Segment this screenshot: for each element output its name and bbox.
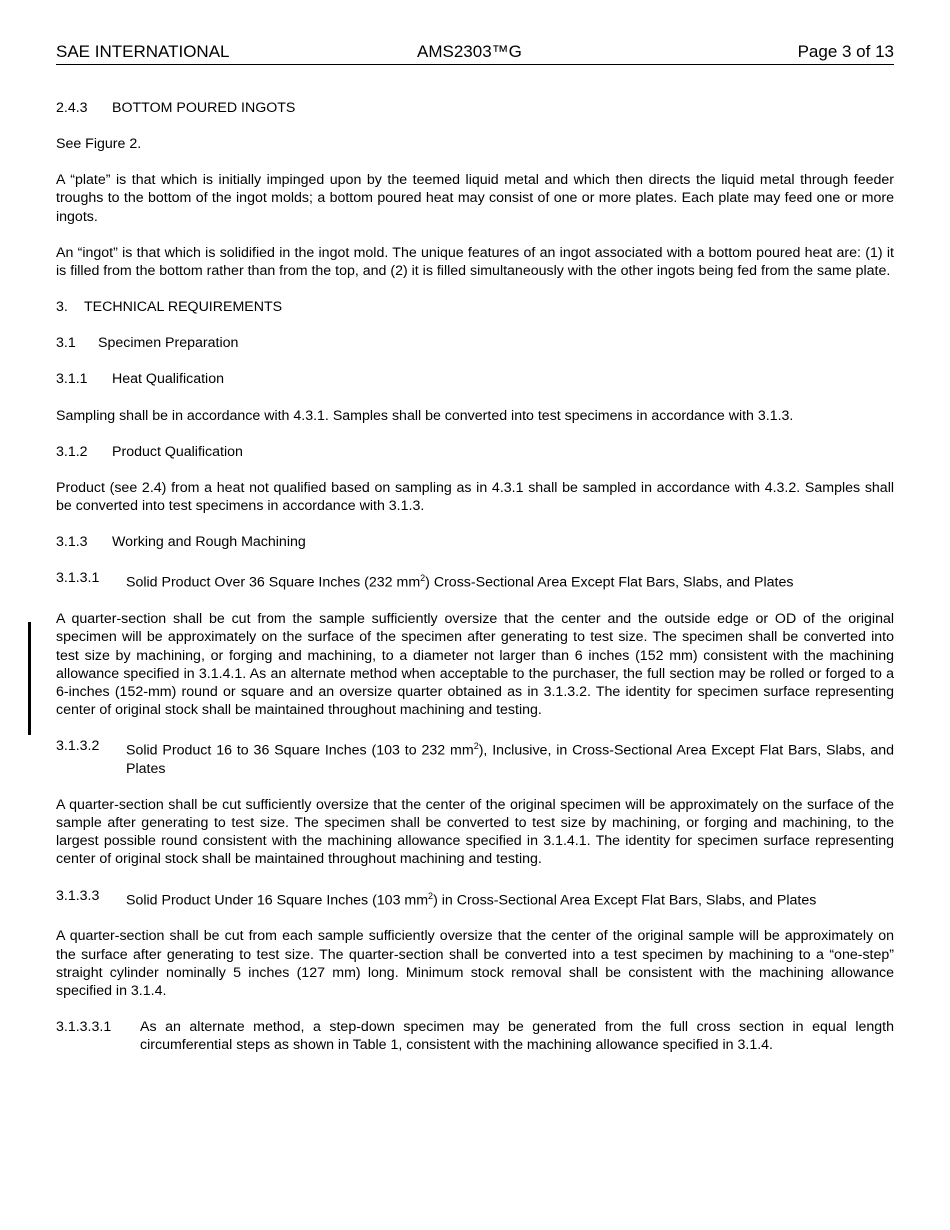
section-heading-2-4-3 [56,99,894,117]
header-org: SAE INTERNATIONAL [56,42,230,61]
paragraph: Sampling shall be in accordance with 4.3.1. Samples shall be converted into test specimens in accordance with 3.1.3. [56,407,794,424]
section-text: As an alternate method, a step-down specimen may be generated from the full cross section in equal length circumferential steps as shown in Table 1, consistent with the machining allowance specified in 3.1.4. [140,1018,894,1053]
section-title: BOTTOM POURED INGOTS [112,100,296,116]
section-number: 3.1.2 [56,443,88,460]
header-doc-id: AMS2303™G [417,42,522,61]
paragraph: A quarter-section shall be cut sufficiently oversize that the center of the original specimen will be approximately on the surface of the sample after generating to test size. The specimen shall be converted to test size by machining, or forging and machining, to the largest possible round consistent with the machining allowance specified in 3.1.4.1. The identity for specimen surface representing center of original stock shall be maintained throughout machining and testing. [56,797,894,868]
section-heading-3-1-3-3-1 [56,1018,894,1054]
section-number: 3.1.3.3.1 [56,1018,112,1035]
paragraph: See Figure 2. [56,136,142,153]
paragraph: An “ingot” is that which is solidified in the ingot mold. The unique features of an ingot associated with a bottom poured heat are: (1) it is filled from the bottom rather than from the top, and (2) it is filled simultaneously with the other ingots being fed from the same plate. [56,244,894,279]
section-heading-3-1 [56,334,894,352]
section-heading-3-1-2 [56,443,894,461]
paragraph: A “plate” is that which is initially impinged upon by the teemed liquid metal and which then directs the liquid metal through feeder troughs to the bottom of the ingot molds; a bottom poured heat may consist of one or more plates. Each plate may feed one or more ingots. [56,172,894,225]
revision-change-bar [28,622,31,735]
section-heading-3-1-3-3 [56,887,894,910]
section-number: 3.1.1 [56,371,88,388]
header-page-number: Page 3 of 13 [797,42,894,61]
section-heading-3-1-1 [56,370,894,388]
section-number: 3.1.3 [56,534,88,551]
section-title: Working and Rough Machining [112,534,306,551]
paragraph: A quarter-section shall be cut from each sample sufficiently oversize that the center of the original sample will be approximately on the surface after generating to test size. The quarter-section shall be converted into a test specimen by machining to a “one-step” straight cylinder nominally 5 inches (127 mm) long. Minimum stock removal shall be consistent with the machining allowance specified in 3.1.4. [56,928,894,999]
section-number: 2.4.3 [56,100,88,116]
section-title: Solid Product 16 to 36 Square Inches (103 to 232 $mm^2$), Inclusive, in Cross-Sectional Area Except Flat Bars, Slabs, and Plates [126,741,894,777]
paragraph: A quarter-section shall be cut from the sample sufficiently oversize that the center and the outside edge or OD of the original specimen will be approximately on the surface of the specimen after generating to test size. The specimen shall be converted into test size by machining, or forging and machining, to a diameter not larger than 6 inches (152 mm) consistent with the machining allowance specified in 3.1.4.1. As an alternate method when acceptable to the purchaser, the full section may be rolled or forged to a 6-inches (152-mm) round or square and an oversize quarter obtained as in 3.1.3.2. The identity for specimen surface representing center of original stock shall be maintained throughout machining and testing. [56,611,894,718]
section-number: 3.1 [56,335,76,352]
section-heading-3-1-3-2 [56,737,894,778]
paragraph: Product (see 2.4) from a heat not qualified based on sampling as in 4.3.1 shall be sampled in accordance with 4.3.2. Samples shall be converted into test specimens in accordance with 3.1.3. [56,479,894,515]
section-heading-3-1-3-1 [56,569,894,592]
section-heading-3 [56,298,894,316]
section-title: Solid Product Under 16 Square Inches (103 $mm^2$) in Cross-Sectional Area Except Flat Bars, Slabs, and Plates [126,890,817,909]
section-title: Solid Product Over 36 Square Inches (232 $mm^2$) Cross-Sectional Area Except Flat Bars, Slabs, and Plates [126,573,794,592]
section-title: Heat Qualification [112,371,224,388]
section-number: 3.1.3.3 [56,887,100,904]
page-header [56,40,894,65]
section-number: 3.1.3.1 [56,570,100,587]
section-number: 3. [56,299,68,316]
document-page [56,40,894,1054]
section-number: 3.1.3.2 [56,738,100,755]
section-title: Product Qualification [112,443,243,460]
section-heading-3-1-3 [56,533,894,551]
document-body [56,99,894,1054]
section-title: Specimen Preparation [98,335,239,352]
section-title: TECHNICAL REQUIREMENTS [84,299,283,316]
